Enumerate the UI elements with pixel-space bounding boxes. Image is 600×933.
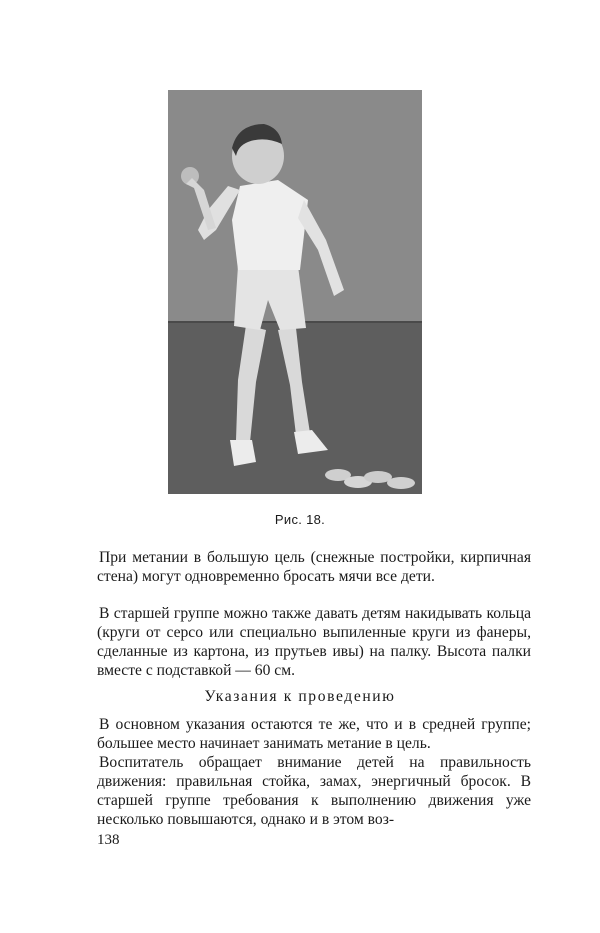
paragraph-text: В старшей группе можно также давать детям накидывать кольца (круги от серсо или специально выпиленные круги из фанеры, сделанные из картона, из прутьев ивы) на палку. Высота палки вместе с подставкой — 60 см. xyxy=(97,605,531,679)
section-body xyxy=(97,715,531,829)
paragraph-1 xyxy=(97,548,531,586)
paragraph-text: При метании в большую цель (снежные постройки, кирпичная стена) могут одновременно бросать мячи все дети. xyxy=(97,549,531,585)
page-number: 138 xyxy=(97,832,120,848)
paragraph-2 xyxy=(97,604,531,680)
figure-photo xyxy=(168,90,422,494)
paragraph-text: В основном указания остаются те же, что и в средней группе; большее место начинает занимать метание в цель. xyxy=(97,716,531,752)
boy-throwing-illustration xyxy=(168,90,422,494)
figure-caption: Рис. 18. xyxy=(274,512,326,527)
paragraph-text: Воспитатель обращает внимание детей на правильность движения: правильная стойка, замах, энергичный бросок. В старшей группе требования к выполнению движения уже несколько повышаются, однако и в этом воз- xyxy=(97,754,531,828)
section-heading: Указания к проведению xyxy=(204,688,396,705)
